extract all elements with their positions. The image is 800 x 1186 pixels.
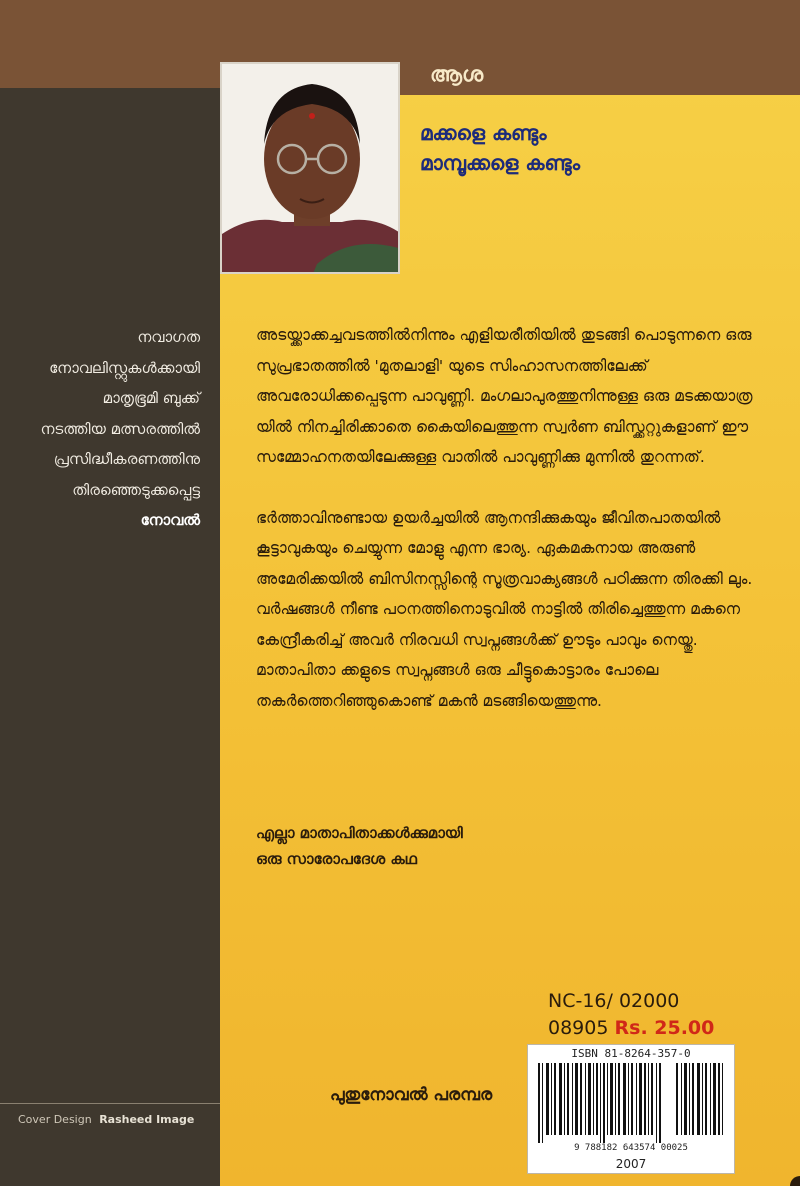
- dedication: [256, 820, 463, 872]
- blurb-paragraph-1: അടയ്ക്കാക്കച്ചവടത്തിൽനിന്നും എളിയരീതിയിൽ തുടങ്ങി പൊടുന്നനെ ഒരു സുപ്രഭാതത്തിൽ 'മുതലാളി' യുടെ സിംഹാസനത്തിലേക്ക് അവരോധിക്കപ്പെടുന്ന പാവുണ്ണി. മംഗലാപുരത്തുനിന്നുള്ള ഒരു മടക്കയാത്ര യിൽ നിനച്ചിരിക്കാതെ കൈയിലെത്തുന്ന സ്വർണ ബിസ്ക്കറ്റുകളാണ് ഈ സമ്മോഹനതയിലേക്കുള്ള വാതിൽ പാവുണ്ണിക്കു മുന്നിൽ തുറന്നത്.: [256, 326, 753, 466]
- catalog-number-row: [548, 1015, 714, 1042]
- cover-credit: [18, 1113, 194, 1126]
- catalog-code: NC-16/ 02000: [548, 990, 680, 1012]
- blurb: [256, 320, 756, 746]
- side-line: തിരഞ്ഞെടുക്കപ്പെട്ട: [72, 480, 200, 499]
- side-line: പ്രസിദ്ധീകരണത്തിനു: [53, 450, 200, 468]
- divider: [0, 1103, 220, 1104]
- side-line: മാതൃഭൂമി ബുക്ക്: [102, 389, 200, 407]
- series-name: പുതുനോവൽ പരമ്പര: [330, 1085, 493, 1105]
- book-title: [420, 118, 580, 178]
- catalog-number: 08905: [548, 1017, 609, 1039]
- price: Rs. 25.00: [614, 1017, 715, 1039]
- left-panel: [0, 88, 220, 1186]
- side-emphasis: നോവൽ: [140, 511, 200, 529]
- isbn: ISBN 81-8264-357-0: [571, 1047, 691, 1060]
- credit-name: Rasheed Image: [99, 1113, 195, 1126]
- author-portrait-image: [222, 64, 400, 274]
- author-photo: [220, 62, 400, 274]
- title-line-1: മക്കളെ കണ്ടും: [420, 121, 547, 145]
- side-line: നവാഗത: [137, 328, 200, 346]
- barcode-digits: 9 788182 643574 00025: [574, 1143, 688, 1153]
- author-name: ആശ: [430, 62, 484, 86]
- publication-year: 2007: [615, 1157, 647, 1171]
- blurb-paragraph-2: ഭർത്താവിനുണ്ടായ ഉയർച്ചയിൽ ആനന്ദിക്കുകയും ജീവിതപാതയിൽ കൂട്ടാവുകയും ചെയ്യുന്ന മോളു എന്ന ഭാര്യ. ഏകമകനായ അരുൺ അമേരിക്കയിൽ ബിസിനസ്സിന്റെ സൂത്രവാക്യങ്ങൾ പഠിക്കുന്ന തിരക്കി ലും. വർഷങ്ങൾ നീണ്ട പഠനത്തിനൊടുവിൽ നാട്ടിൽ തിരിച്ചെത്തുന്ന മകനെ കേന്ദ്രീകരിച്ച് അവർ നിരവധി സ്വപ്നങ്ങൾക്ക് ഊടും പാവും നെയ്തു. മാതാപിതാ ക്കളുടെ സ്വപ്നങ്ങൾ ഒരു ചീട്ടുകൊട്ടാരം പോലെ തകർത്തെറിഞ്ഞുകൊണ്ട് മകൻ മടങ്ങിയെത്തുന്നു.: [256, 508, 753, 710]
- barcode-box: [527, 1044, 735, 1174]
- dedication-line-2: ഒരു സാരോപദേശ കഥ: [256, 850, 417, 868]
- side-line: നടത്തിയ മത്സരത്തിൽ: [40, 419, 200, 438]
- dedication-line-1: എല്ലാ മാതാപിതാക്കൾക്കുമായി: [256, 824, 463, 842]
- side-line: നോവലിസ്റ്റുകൾക്കായി: [49, 358, 200, 377]
- catalog-codes: [548, 988, 714, 1042]
- side-panel-text: [40, 322, 200, 536]
- title-line-2: മാമ്പൂക്കളെ കണ്ടും: [420, 151, 580, 175]
- credit-label: Cover Design: [18, 1113, 92, 1126]
- barcode-icon: [536, 1063, 728, 1143]
